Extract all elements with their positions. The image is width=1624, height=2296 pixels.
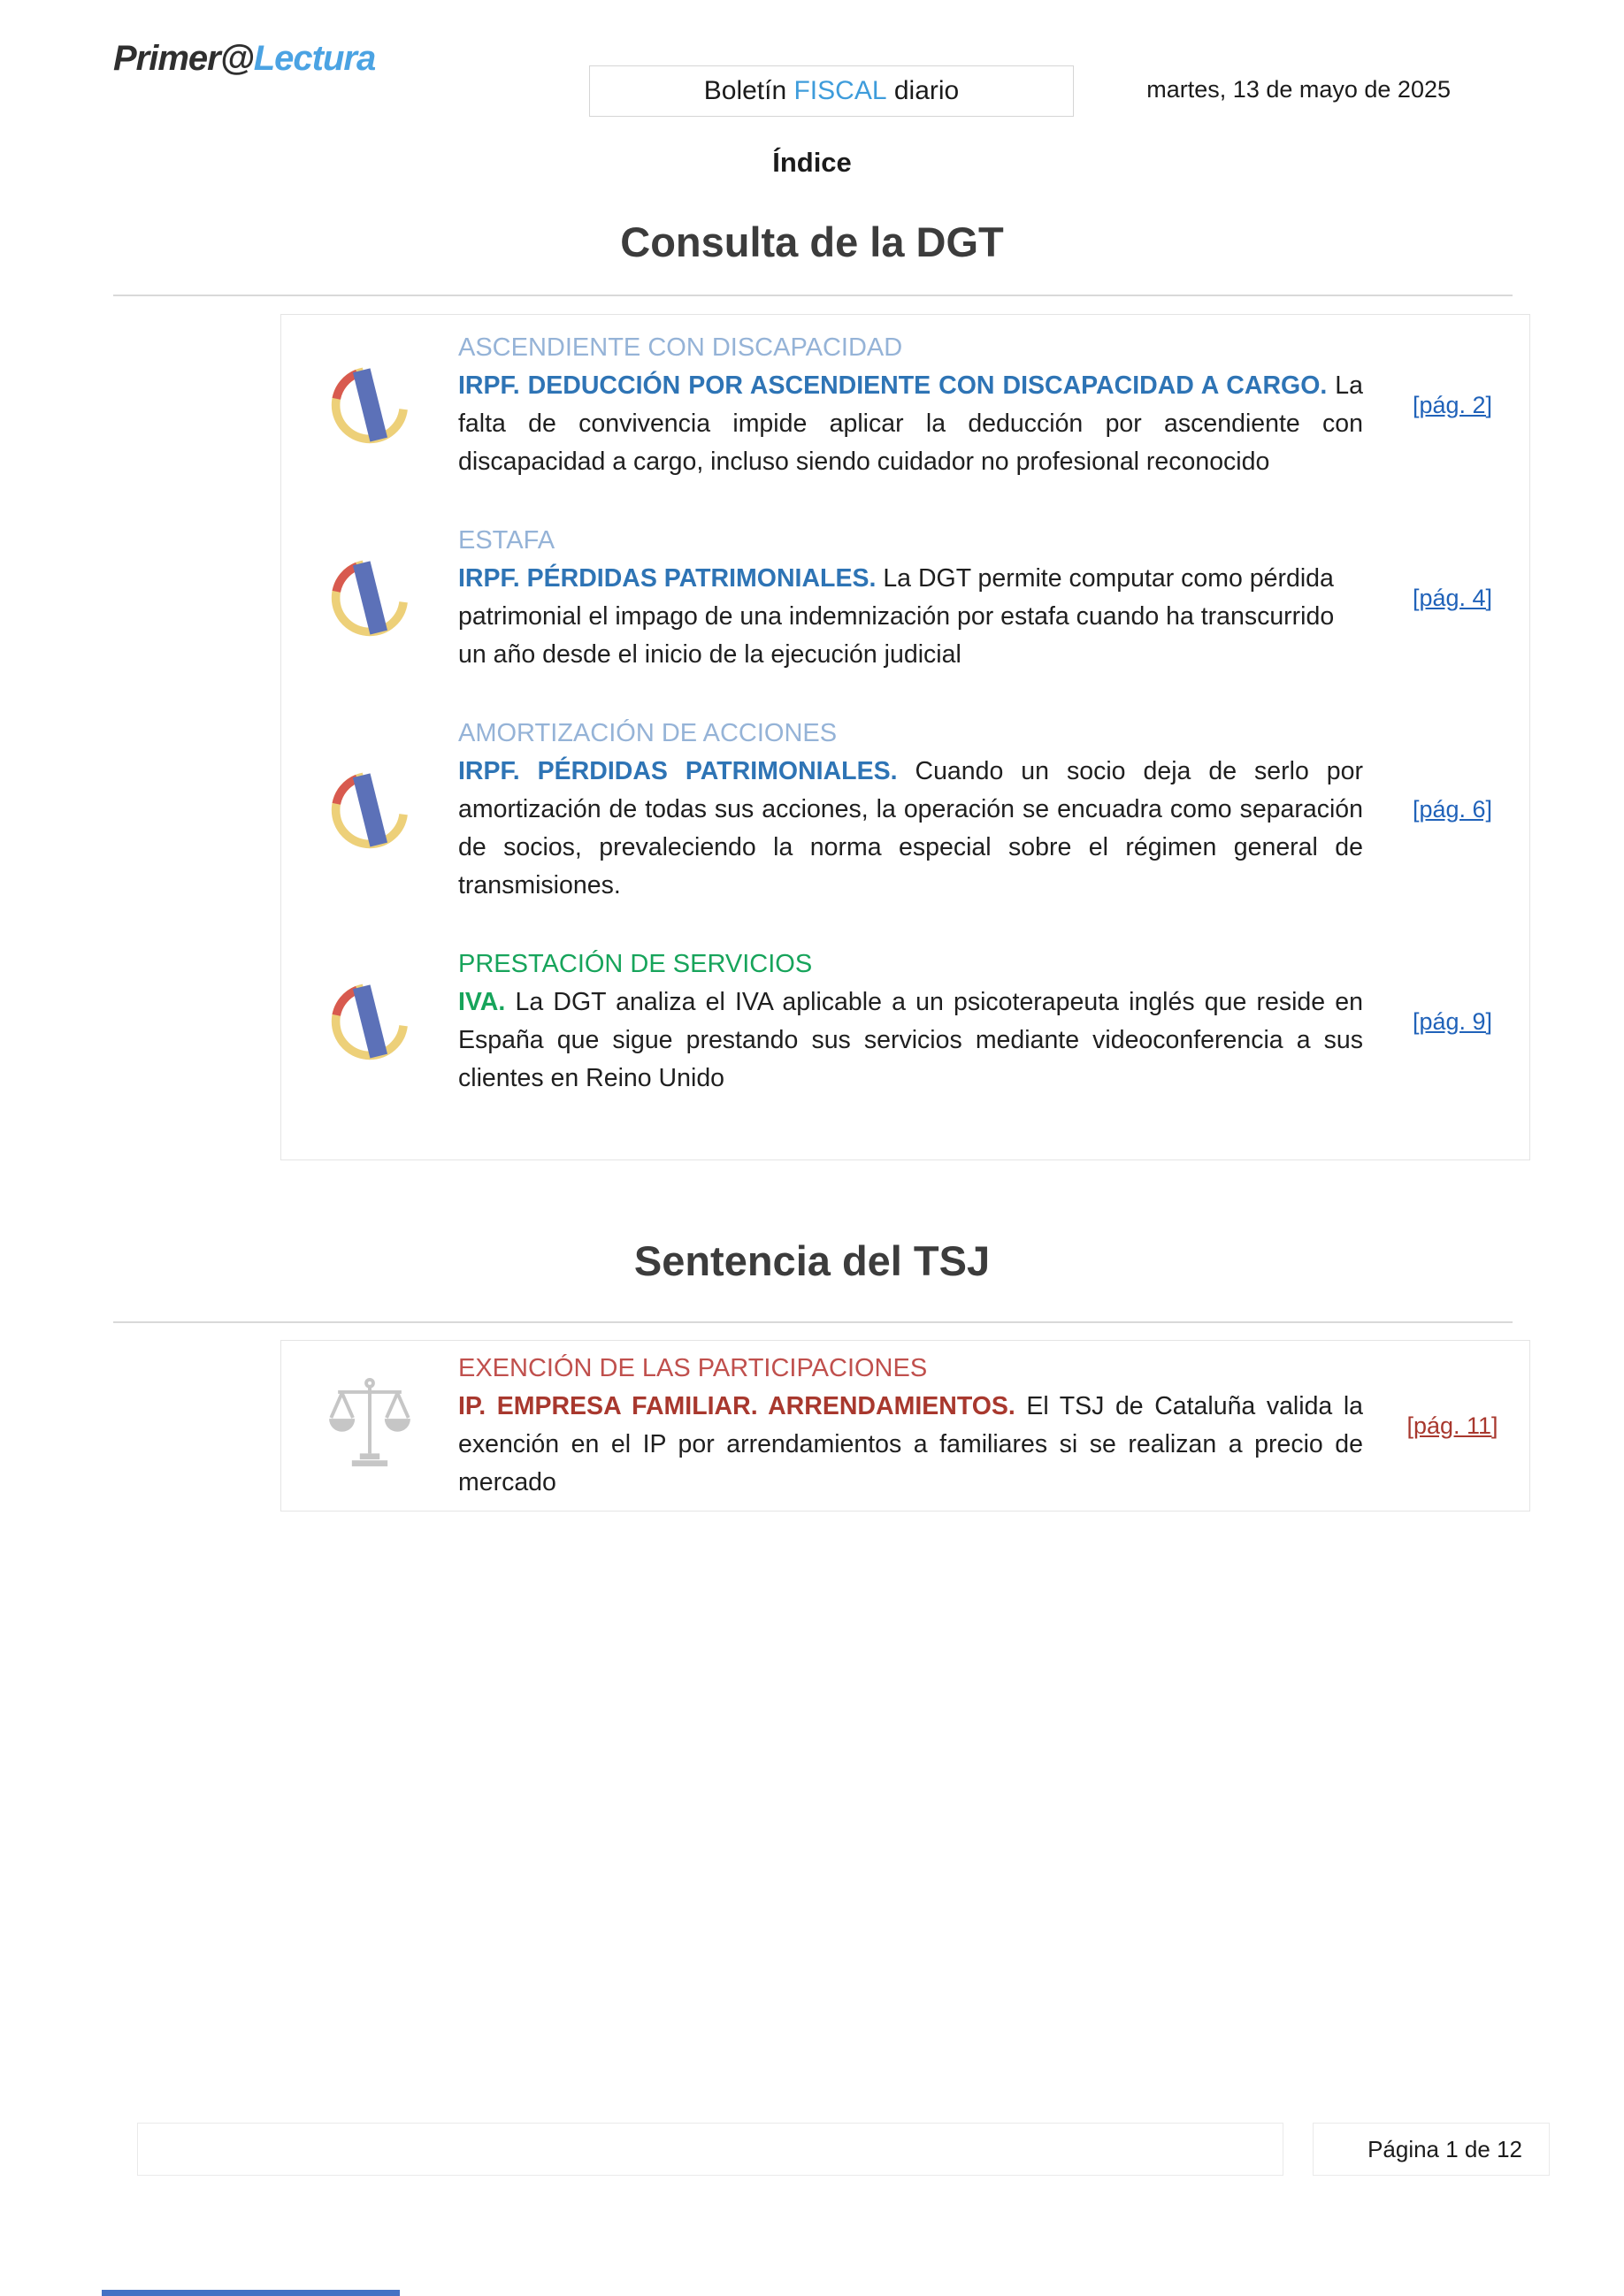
agencia-tributaria-icon	[327, 768, 412, 853]
agencia-tributaria-icon	[327, 363, 412, 448]
logo-text-secondary: Lectura	[253, 39, 376, 78]
page-number-label: Página 1 de 12	[1367, 2135, 1522, 2162]
entry-page-cell	[1375, 1412, 1529, 1440]
section-divider	[113, 1321, 1513, 1323]
issue-date: martes, 13 de mayo de 2025	[1146, 76, 1451, 103]
entry-icon-cell	[281, 363, 458, 448]
page-ref-link[interactable]: [pág. 4]	[1412, 584, 1493, 611]
entry-lead: IVA.	[458, 988, 506, 1016]
entry-page-cell	[1375, 1008, 1529, 1036]
index-entry	[281, 1350, 1529, 1502]
entry-lead: IP. EMPRESA FAMILIAR. ARRENDAMIENTOS.	[458, 1392, 1015, 1420]
entry-text-cell	[458, 522, 1375, 674]
bulletin-title-box	[589, 65, 1074, 117]
bulletin-title-suffix: diario	[886, 76, 960, 105]
section-heading-dgt: Consulta de la DGT	[620, 218, 1004, 265]
entry-category: ESTAFA	[458, 526, 555, 555]
entry-text-cell	[458, 329, 1375, 481]
entry-text-cell	[458, 715, 1375, 905]
entry-icon-cell	[281, 555, 458, 640]
primera-lectura-logo	[113, 39, 375, 79]
bulletin-title-prefix: Boletín	[703, 76, 794, 105]
page-ref-link[interactable]: [pág. 9]	[1412, 1007, 1493, 1035]
page-ref-link[interactable]: [pág. 6]	[1412, 796, 1493, 823]
entry-summary-text: La DGT analiza el IVA aplicable a un psicoterapeuta inglés que reside en España que sigue prestando sus servicios mediante videoconferencia a sus clientes en Reino Unido	[458, 988, 1363, 1092]
entry-lead: IRPF. PÉRDIDAS PATRIMONIALES.	[458, 757, 898, 785]
entry-summary-text: El TSJ de Cataluña valida la exención en el IP por arrendamientos a familiares si se realizan a precio de mercado	[458, 1392, 1363, 1496]
page-ref-link[interactable]: [pág. 2]	[1412, 391, 1493, 418]
footer-empty-cell	[137, 2123, 1283, 2176]
entry-icon-cell	[281, 1376, 458, 1475]
entry-summary	[458, 983, 1363, 1098]
entry-summary	[458, 1388, 1363, 1502]
bottom-blue-bar	[102, 2290, 400, 2296]
entry-summary	[458, 367, 1363, 481]
entry-summary-text: La falta de convivencia impide aplicar la deducción por ascendiente con discapacidad a cargo, incluso siendo cuidador no profesional reconocido	[458, 371, 1363, 476]
entry-page-cell	[1375, 796, 1529, 823]
section-heading-tsj: Sentencia del TSJ	[633, 1237, 991, 1284]
entry-summary-text: Cuando un socio deja de serlo por amortización de todas sus acciones, la operación se encuadra como separación de socios, prevaleciendo la norma especial sobre el régimen general de transmisiones.	[458, 757, 1363, 899]
entry-category: PRESTACIÓN DE SERVICIOS	[458, 950, 813, 978]
page-ref-link[interactable]: [pág. 11]	[1406, 1412, 1498, 1439]
bulletin-title-highlight: FISCAL	[793, 76, 887, 105]
entry-category: ASCENDIENTE CON DISCAPACIDAD	[458, 333, 903, 362]
index-entry	[281, 945, 1529, 1098]
entry-icon-cell	[281, 979, 458, 1064]
entry-page-cell	[1375, 392, 1529, 419]
footer-page-cell	[1313, 2123, 1550, 2176]
scales-of-justice-icon	[320, 1376, 419, 1475]
entry-category: EXENCIÓN DE LAS PARTICIPACIONES	[458, 1354, 928, 1382]
entry-lead: IRPF. DEDUCCIÓN POR ASCENDIENTE CON DISCAPACIDAD A CARGO.	[458, 371, 1328, 400]
agencia-tributaria-icon	[327, 979, 412, 1064]
index-entry	[281, 522, 1529, 674]
index-entry	[281, 329, 1529, 481]
entry-category: AMORTIZACIÓN DE ACCIONES	[458, 719, 838, 747]
entry-page-cell	[1375, 585, 1529, 612]
logo-text-primary: Primer@	[113, 39, 254, 78]
entry-summary	[458, 753, 1363, 905]
index-entry	[281, 715, 1529, 905]
entry-text-cell	[458, 945, 1375, 1098]
entry-text-cell	[458, 1350, 1375, 1502]
index-title: Índice	[772, 147, 852, 178]
entry-icon-cell	[281, 768, 458, 853]
entry-summary-text: La DGT permite computar como pérdida patrimonial el impago de una indemnización por estafa cuando ha transcurrido un año desde el inicio de la ejecución judicial	[458, 564, 1335, 669]
dgt-entries-box	[280, 314, 1530, 1160]
agencia-tributaria-icon	[327, 555, 412, 640]
section-divider	[113, 295, 1513, 296]
entry-summary	[458, 560, 1363, 674]
tsj-entries-box	[280, 1340, 1530, 1512]
entry-lead: IRPF. PÉRDIDAS PATRIMONIALES.	[458, 564, 877, 593]
